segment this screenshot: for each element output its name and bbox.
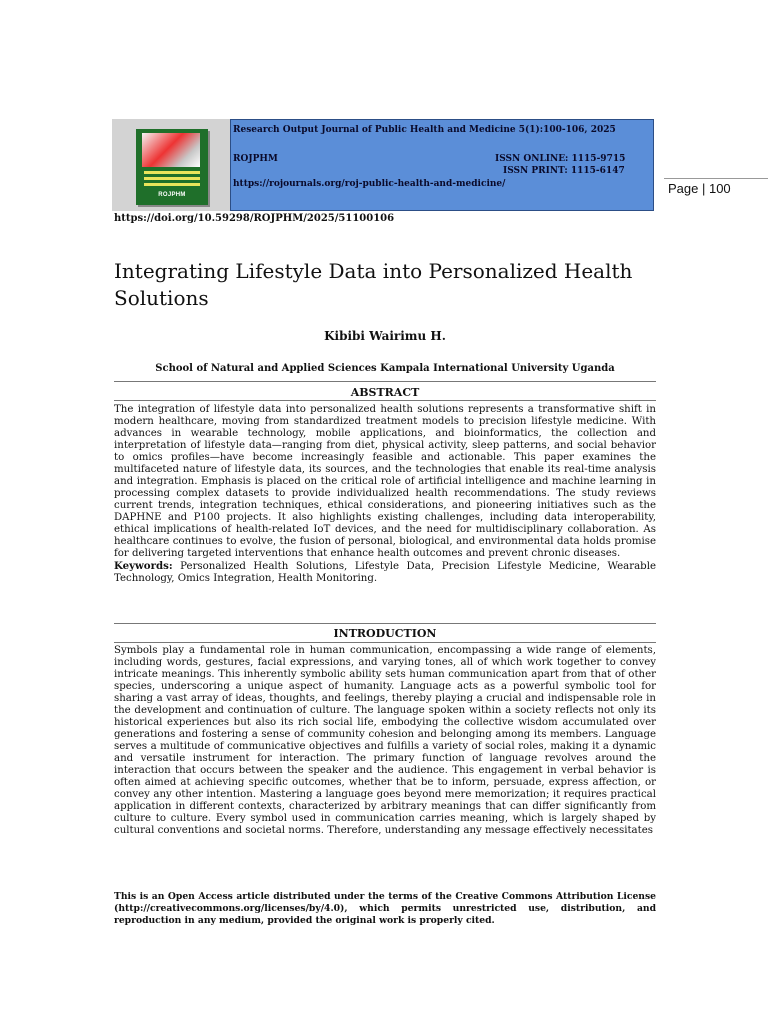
keywords-text: Personalized Health Solutions, Lifestyle Data, Precision Lifestyle Medicine, Wearable Technology, Omics Integration, Health Monitoring. (114, 561, 656, 584)
introduction-body (114, 645, 656, 837)
issn-online: ISSN ONLINE: 1115-9715 (495, 154, 626, 164)
article-author: Kibibi Wairimu H. (324, 329, 446, 343)
divider (114, 623, 656, 624)
journal-url-link[interactable]: https://rojournals.org/roj-public-health-and-medicine/ (233, 179, 506, 189)
cover-brand: ROJPHM (158, 192, 186, 198)
abstract-body (114, 404, 656, 585)
introduction-heading: INTRODUCTION (333, 627, 437, 640)
divider (114, 642, 656, 643)
author-affiliation: School of Natural and Applied Sciences Kampala International University Uganda (155, 363, 615, 374)
page-number-label: Page | 100 (668, 181, 731, 196)
page-number (664, 178, 768, 203)
cover-title-bar (144, 177, 200, 180)
journal-abbrev: ROJPHM (233, 154, 278, 164)
journal-cover-image (112, 119, 230, 211)
abstract-text: The integration of lifestyle data into personalized health solutions represents a transformative shift in modern healthcare, moving from standardized treatment models to precision lifestyle medicine. With advances in wearable technology, mobile applications, and bioinformatics, the collection and interpretation of lifestyle data—ranging from diet, physical activity, sleep patterns, and social behavior to omics profiles—have become increasingly feasible and actionable. This paper examines the multifaceted nature of lifestyle data, its sources, and the technologies that enable its real-time analysis and integration. Emphasis is placed on the critical role of artificial intelligence and machine learning in processing complex datasets to provide individualized health recommendations. The study reviews current trends, integration techniques, ethical considerations, and pioneering initiatives such as the DAPHNE and P100 projects. It also highlights existing challenges, including data interoperability, ethical implications of health-related IoT devices, and the need for multidisciplinary collaboration. As healthcare continues to evolve, the fusion of personal, biological, and environmental data holds promise for delivering targeted interventions that enhance health outcomes and prevent chronic diseases. (114, 404, 656, 559)
cover-illustration (142, 133, 200, 167)
journal-citation-line: Research Output Journal of Public Health and Medicine 5(1):100-106, 2025 (233, 125, 616, 135)
cover-title-bar (144, 171, 200, 174)
license-note: This is an Open Access article distributed under the terms of the Creative Commons Attribution License (http://creativecommons.org/licenses/by/4.0), which permits unrestricted use, distribution, and reproduction in any medium, provided the original work is properly cited. (114, 891, 656, 926)
keywords (114, 560, 656, 585)
divider (114, 400, 656, 401)
journal-header-banner (230, 119, 654, 211)
cover-title-bar (144, 183, 200, 186)
issn-print: ISSN PRINT: 1115-6147 (503, 166, 625, 176)
journal-cover-book (136, 129, 208, 205)
keywords-label: Keywords: (114, 560, 173, 572)
doi-link[interactable]: https://doi.org/10.59298/ROJPHM/2025/51100106 (114, 213, 395, 224)
abstract-heading: ABSTRACT (350, 386, 420, 399)
introduction-text: Symbols play a fundamental role in human communication, encompassing a wide range of elements, including words, gestures, facial expressions, and varying tones, all of which work together to convey intricate meanings. This inherently symbolic ability sets human communication apart from that of other species, underscoring a unique aspect of humanity. Language acts as a powerful symbolic tool for sharing a vast array of ideas, thoughts, and feelings, thereby playing a crucial and indispensable role in the development and continuation of culture. The language spoken within a society reflects not only its historical experiences but also its rich social life, embodying the collective wisdom accumulated over generations and fostering a sense of community cohesion and belonging among its members. Language serves a multitude of communicative objectives and fulfills a variety of social roles, making it a dynamic and versatile instrument for interaction. The primary function of language revolves around the interaction that occurs between the speaker and the audience. This engagement in verbal behavior is often aimed at achieving specific outcomes, whether that be to inform, persuade, express affection, or convey any other intention. Mastering a language goes beyond mere memorization; it requires practical application in different contexts, characterized by arbitrary meanings that can differ significantly from culture to culture. Every symbol used in communication carries meaning, which is largely shaped by cultural conventions and societal norms. Therefore, understanding any message effectively necessitates (114, 645, 656, 836)
article-title: Integrating Lifestyle Data into Personalized Health Solutions (114, 259, 633, 310)
divider (114, 381, 656, 382)
